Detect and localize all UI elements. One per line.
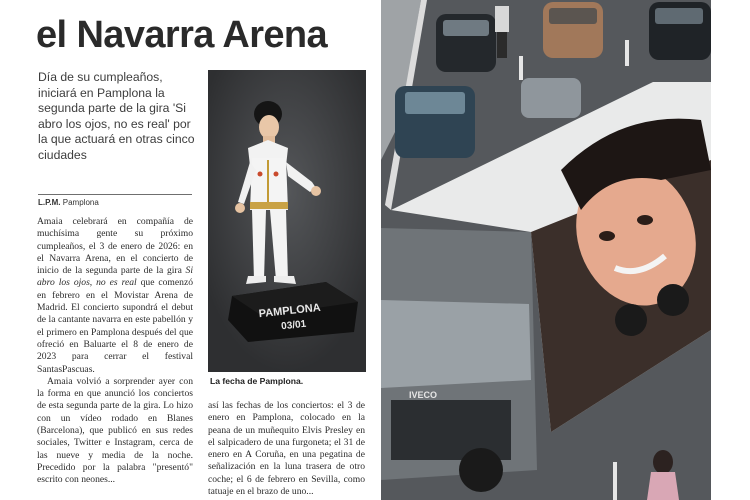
plaque-text-date: 03/01: [280, 318, 307, 333]
headline-line2: el Navarra Arena: [36, 14, 328, 56]
byline-place: Pamplona: [62, 198, 99, 207]
byline: [38, 198, 99, 207]
subheadline: Día de su cumpleaños, iniciará en Pamplona la segunda parte de la gira 'Si abro los ojos, no es real' por la que actuará en otras cinco ciudades: [38, 70, 195, 162]
article-paragraph: Amaia volvió a sorprender ayer con la forma en que anunció los conciertos de esta segunda parte de la gira. Lo hizo con un vídeo rodado en Blanes (Barcelona), que publicó en sus redes sociales, Twitter e Instagram, cerca de las nueve y media de la noche. Precedido por la palabra "presentó" escrito con neones...: [37, 375, 193, 486]
truck-brand-text: IVECO: [409, 390, 438, 400]
article-column-1: [37, 216, 193, 487]
byline-initials: L.P.M.: [38, 198, 61, 207]
highway-truck-illustration: [381, 0, 711, 500]
byline-rule: [38, 194, 192, 195]
plaque-text-city: PAMPLONA: [258, 301, 322, 321]
highway-truck-photo: [381, 0, 711, 500]
elvis-figurine-photo: [208, 70, 366, 372]
page-margin: [711, 0, 750, 500]
article-column-2: [208, 400, 365, 498]
elvis-figurine-illustration: [208, 70, 366, 372]
article-paragraph: Amaia celebrará en compañía de muchísima gente su próximo cumpleaños, el 3 de enero de 2026: en el Navarra Arena, en el concierto de inicio de la segunda parte de la gira Si abro los ojos, no es real que comenzó en febrero en el Movistar Arena de Madrid. El concierto supondrá el debut de la cantante navarra en este pabellón y el primero en Pamplona después del que ofreció en Baluarte el 8 de enero de 2023 para cerrar el festival SantasPascuas.: [37, 216, 194, 375]
tour-name: Si abro los ojos, no es real: [37, 265, 193, 289]
photo-caption: La fecha de Pamplona.: [210, 376, 304, 386]
article-paragraph: así las fechas de los conciertos: el 3 de enero en Pamplona, colocado en la peana de un muñequito Elvis Presley en el salpicadero de una furgoneta; el 31 de enero en A Coruña, en una pegatina de señalización en la luna trasera de otro coche; el 6 de febrero en Sevilla, como tatuaje en el brazo de uno...: [208, 400, 365, 498]
